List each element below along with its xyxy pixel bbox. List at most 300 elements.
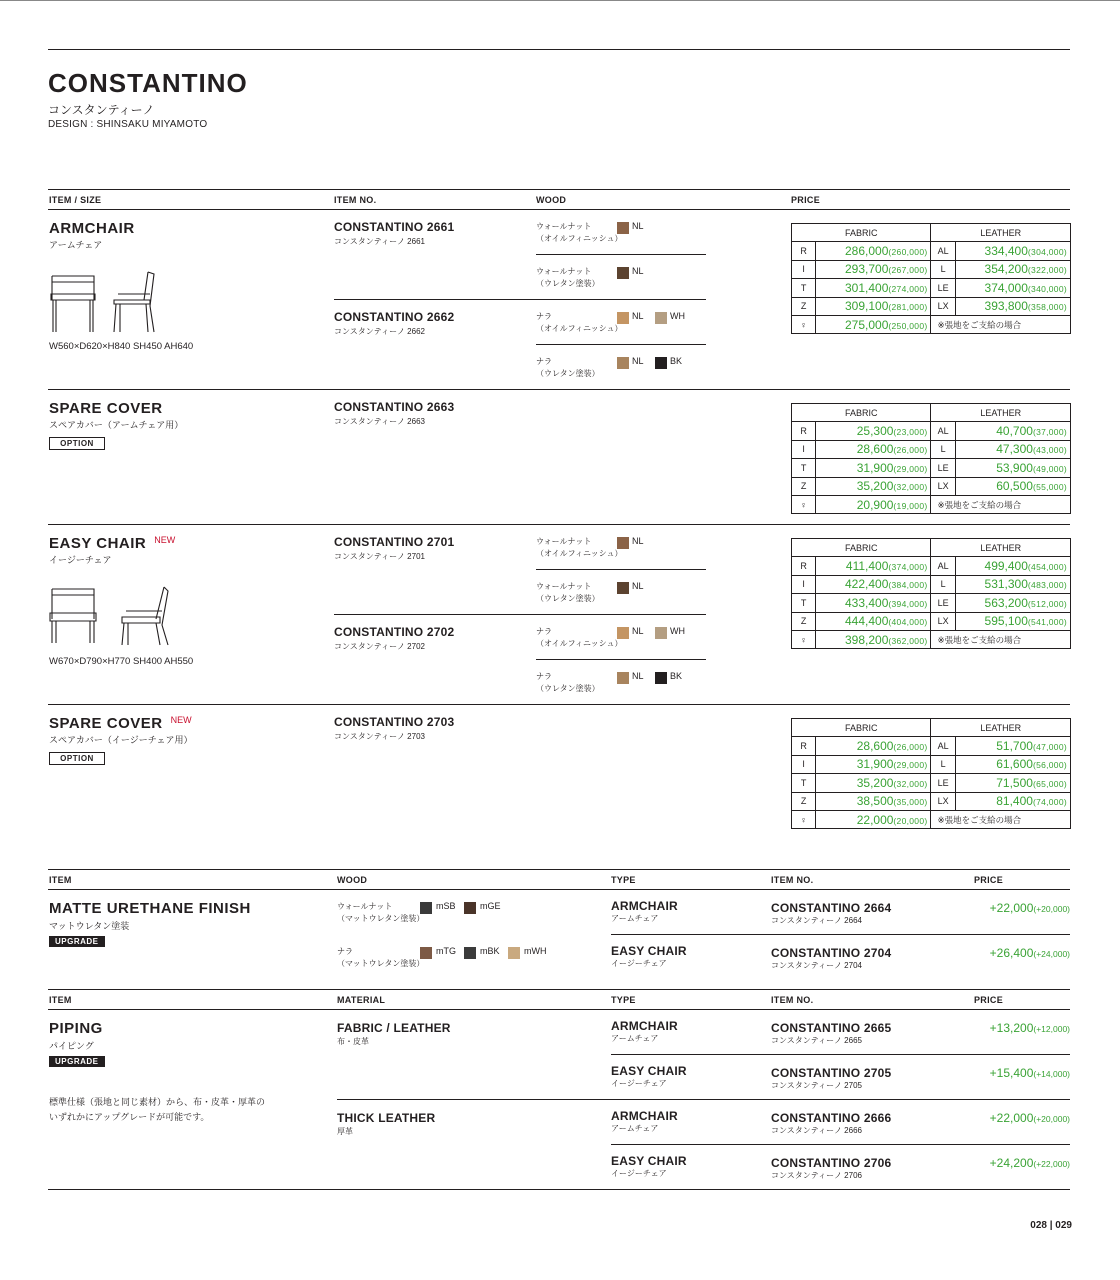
upgrade-price: [990, 1021, 1070, 1035]
leather-price: [955, 737, 1070, 755]
wood-swatch-label: NL: [632, 536, 644, 546]
page-title-jp: コンスタンティーノ: [48, 103, 155, 117]
price-row: [792, 612, 1071, 630]
material-name-jp: 布・皮革: [337, 1037, 369, 1046]
price-row: [792, 422, 1071, 440]
leather-grade: LX: [931, 477, 955, 495]
fabric-head: FABRIC: [792, 719, 931, 737]
option-badge: OPTION: [49, 437, 105, 450]
price-row: [792, 755, 1071, 773]
leather-grade: LE: [931, 279, 955, 297]
material-divider: [337, 1099, 611, 1100]
leather-price-value: 393,800: [984, 299, 1028, 314]
fabric-grade: Z: [792, 477, 816, 495]
leather-price-value: 374,000: [984, 280, 1028, 295]
chair-illustration: [48, 270, 98, 334]
upgrade-price-value: +24,200: [989, 1156, 1034, 1170]
item-number-jp: コンスタンティーノ 2701: [334, 552, 425, 561]
header-rule: [48, 49, 1070, 50]
price-row: [792, 315, 1071, 333]
leather-price-sub: (43,000): [1032, 445, 1067, 456]
type-name: ARMCHAIR: [611, 899, 678, 913]
item-number-jp: コンスタンティーノ 2665: [771, 1036, 862, 1045]
fabric-grade: R: [792, 557, 816, 575]
fabric-price-sub: (32,000): [893, 482, 928, 493]
wood-swatch: [617, 357, 629, 369]
wood-swatch-label: WH: [670, 311, 685, 321]
fabric-price: [816, 495, 931, 513]
fabric-price: [816, 737, 931, 755]
wood-name: [337, 946, 424, 970]
wood-swatch-label: BK: [670, 671, 683, 681]
col-head-item-no: ITEM NO.: [771, 995, 814, 1005]
fabric-price-value: 25,300: [856, 424, 894, 439]
upgrade-price: [990, 901, 1070, 915]
leather-head: LEATHER: [931, 224, 1071, 242]
wood-swatch: [464, 902, 476, 914]
price-row: [792, 242, 1071, 260]
fabric-price-sub: (281,000): [888, 302, 928, 313]
wood-swatch-label: NL: [632, 671, 644, 681]
upgrade-price-sub: (+22,000): [1033, 1159, 1070, 1169]
leather-grade: LX: [931, 792, 955, 810]
item-number-jp: コンスタンティーノ 2702: [334, 642, 425, 651]
section-divider: [48, 524, 1070, 525]
leather-grade: L: [931, 440, 955, 458]
wood-name-line: ウォールナット: [536, 222, 592, 231]
leather-price: [955, 792, 1070, 810]
col-head-price: PRICE: [791, 195, 821, 205]
price-row: [792, 575, 1071, 593]
product-images: [48, 585, 168, 655]
wood-swatch: [617, 267, 629, 279]
leather-price-sub: (49,000): [1032, 463, 1067, 474]
fabric-head: FABRIC: [792, 224, 931, 242]
leather-price-value: 47,300: [996, 442, 1033, 457]
price-table: [791, 718, 1071, 829]
price-row: [792, 459, 1071, 477]
fabric-price-sub: (260,000): [888, 247, 928, 258]
wood-swatch-label: mGE: [480, 901, 501, 911]
leather-grade: AL: [931, 737, 955, 755]
leather-price-value: 81,400: [996, 794, 1033, 809]
wood-divider: [536, 569, 706, 570]
item-number-jp: コンスタンティーノ 2705: [771, 1081, 862, 1090]
fabric-price-value: 22,000: [856, 812, 894, 827]
wood-swatch-label: mSB: [436, 901, 456, 911]
price-table-head: [792, 719, 1071, 737]
leather-grade: LE: [931, 594, 955, 612]
wood-swatch: [617, 582, 629, 594]
fabric-grade: T: [792, 459, 816, 477]
leather-price-value: 60,500: [996, 479, 1033, 494]
upgrade-price-sub: (+20,000): [1033, 904, 1070, 914]
leather-grade: AL: [931, 242, 955, 260]
upgrade-price-value: +22,000: [989, 1111, 1034, 1125]
upgrade-badge: UPGRADE: [49, 936, 105, 947]
leather-price: [955, 594, 1070, 612]
wood-swatch-label: WH: [670, 626, 685, 636]
leather-price-value: 334,400: [984, 244, 1028, 259]
fabric-head: FABRIC: [792, 539, 931, 557]
item-number: CONSTANTINO 2665: [771, 1021, 892, 1035]
row-divider: [611, 1099, 1070, 1100]
fabric-price: [816, 575, 931, 593]
fabric-price-value: 20,900: [856, 497, 894, 512]
leather-price: [955, 279, 1070, 297]
fabric-grade: Z: [792, 612, 816, 630]
leather-head: LEATHER: [931, 539, 1071, 557]
product-images: [48, 270, 168, 340]
type-name-jp: アームチェア: [611, 1124, 659, 1133]
col-head-price: PRICE: [974, 995, 1004, 1005]
wood-name-line: ウォールナット: [536, 537, 592, 546]
wood-name: [536, 266, 600, 290]
price-table: [791, 403, 1071, 514]
type-name: EASY CHAIR: [611, 1154, 687, 1168]
fabric-price-sub: (250,000): [888, 320, 928, 331]
fabric-grade: Z: [792, 792, 816, 810]
fabric-head: FABRIC: [792, 404, 931, 422]
fabric-price-value: 309,100: [845, 299, 889, 314]
row-divider: [611, 1144, 1070, 1145]
upgrade-price: [990, 1111, 1070, 1125]
fabric-price-sub: (35,000): [893, 797, 928, 808]
fabric-price-sub: (362,000): [888, 635, 928, 646]
item-number-jp: コンスタンティーノ 2703: [334, 732, 425, 741]
leather-price-value: 595,100: [984, 614, 1028, 629]
leather-price-sub: (47,000): [1032, 742, 1067, 753]
code-divider: [334, 614, 706, 615]
leather-price: [955, 612, 1070, 630]
designer-credit: DESIGN : SHINSAKU MIYAMOTO: [48, 119, 208, 130]
item-number: CONSTANTINO 2704: [771, 946, 892, 960]
col-head-type: TYPE: [611, 875, 636, 885]
leather-grade: LX: [931, 297, 955, 315]
fabric-price-value: 28,600: [856, 739, 894, 754]
leather-price: [955, 575, 1070, 593]
wood-name-line: ウォールナット: [536, 267, 592, 276]
product-title: [49, 535, 175, 552]
wood-finish-line: （オイルフィニッシュ）: [536, 549, 623, 558]
wood-name: [536, 311, 622, 335]
fabric-price: [816, 459, 931, 477]
fabric-price: [816, 612, 931, 630]
fabric-grade: R: [792, 242, 816, 260]
fabric-price: [816, 260, 931, 278]
price-row: [792, 495, 1071, 513]
fabric-price-sub: (394,000): [888, 598, 928, 609]
leather-price-sub: (304,000): [1027, 247, 1067, 258]
piping-title-jp: パイピング: [49, 1041, 94, 1051]
col-head-material: MATERIAL: [337, 995, 386, 1005]
material-name: THICK LEATHER: [337, 1111, 436, 1125]
price-row: [792, 792, 1071, 810]
leather-grade: L: [931, 755, 955, 773]
option-badge: OPTION: [49, 752, 105, 765]
col-head-item: ITEM: [49, 875, 72, 885]
supplied-fabric-note: ※張地をご支給の場合: [931, 810, 1071, 828]
wood-swatch-label: NL: [632, 581, 644, 591]
wood-name-line: ナラ: [337, 947, 353, 956]
fabric-grade: Z: [792, 297, 816, 315]
fabric-price-value: 31,900: [856, 460, 894, 475]
fabric-price-value: 398,200: [845, 632, 889, 647]
wood-divider: [536, 344, 706, 345]
upgrade-price: [990, 946, 1070, 960]
fabric-price: [816, 792, 931, 810]
piping-top-rule: [48, 989, 1070, 990]
item-number: CONSTANTINO 2662: [334, 310, 455, 324]
product-title-text: EASY CHAIR: [49, 535, 147, 552]
fabric-price: [816, 422, 931, 440]
fabric-price: [816, 557, 931, 575]
wood-name: [536, 671, 600, 695]
price-row: [792, 557, 1071, 575]
wood-name: [536, 536, 622, 560]
fabric-price: [816, 242, 931, 260]
upgrade-top-rule: [48, 869, 1070, 870]
fabric-price: [816, 297, 931, 315]
fabric-price-sub: (29,000): [893, 760, 928, 771]
matte-title: MATTE URETHANE FINISH: [49, 900, 251, 917]
wood-finish-line: （ウレタン塗装）: [536, 684, 600, 693]
leather-head: LEATHER: [931, 404, 1071, 422]
fabric-price-sub: (20,000): [893, 815, 928, 826]
supplied-fabric-note: ※張地をご支給の場合: [931, 630, 1071, 648]
wood-name-line: ウォールナット: [536, 582, 592, 591]
leather-grade: LE: [931, 459, 955, 477]
fabric-price-value: 35,200: [856, 775, 894, 790]
fabric-grade: ♀: [792, 315, 816, 333]
wood-name-line: ナラ: [536, 357, 552, 366]
upgrade-price-value: +22,000: [989, 901, 1034, 915]
fabric-price-sub: (23,000): [893, 427, 928, 438]
leather-price: [955, 774, 1070, 792]
wood-name-line: ナラ: [536, 312, 552, 321]
wood-finish-line: （オイルフィニッシュ）: [536, 324, 623, 333]
page-numbers: 028 | 029: [1030, 1220, 1072, 1231]
leather-price-sub: (454,000): [1027, 562, 1067, 573]
fabric-price-value: 35,200: [856, 479, 894, 494]
upgrade-price-sub: (+12,000): [1033, 1024, 1070, 1034]
upgrade-price: [990, 1156, 1070, 1170]
upgrade-price-sub: (+24,000): [1033, 949, 1070, 959]
item-number: CONSTANTINO 2664: [771, 901, 892, 915]
price-row: [792, 279, 1071, 297]
matte-title-jp: マットウレタン塗装: [49, 921, 130, 931]
fabric-price-value: 286,000: [845, 244, 889, 259]
wood-swatch-label: NL: [632, 356, 644, 366]
col-head-item-no: ITEM NO.: [334, 195, 377, 205]
product-title-jp: イージーチェア: [49, 555, 112, 565]
page-title: CONSTANTINO: [48, 68, 248, 98]
wood-finish-line: （オイルフィニッシュ）: [536, 234, 623, 243]
fabric-price-sub: (26,000): [893, 742, 928, 753]
price-table-head: [792, 404, 1071, 422]
product-title: [49, 400, 163, 417]
item-number-jp: コンスタンティーノ 2704: [771, 961, 862, 970]
wood-swatch-label: NL: [632, 626, 644, 636]
chair-illustration: [120, 585, 170, 649]
leather-grade: AL: [931, 557, 955, 575]
wood-swatch: [420, 902, 432, 914]
product-title: [49, 220, 135, 237]
leather-price-value: 71,500: [996, 775, 1033, 790]
item-number: CONSTANTINO 2701: [334, 535, 455, 549]
wood-name: [337, 901, 424, 925]
piping-note-line: いずれかにアップグレードが可能です。: [49, 1112, 210, 1122]
item-number-jp: コンスタンティーノ 2706: [771, 1171, 862, 1180]
wood-finish-line: （ウレタン塗装）: [536, 279, 600, 288]
item-number: CONSTANTINO 2666: [771, 1111, 892, 1125]
wood-name-line: ナラ: [536, 672, 552, 681]
col-head-price: PRICE: [974, 875, 1004, 885]
leather-price-sub: (483,000): [1027, 580, 1067, 591]
piping-note: [49, 1095, 265, 1125]
leather-price-value: 53,900: [996, 460, 1033, 475]
price-row: [792, 297, 1071, 315]
wood-swatch-label: mBK: [480, 946, 500, 956]
leather-head: LEATHER: [931, 719, 1071, 737]
piping-note-line: 標準仕様（張地と同じ素材）から、布・皮革・厚革の: [49, 1097, 266, 1107]
wood-finish-line: （マットウレタン塗装）: [337, 914, 425, 923]
upgrade-price-sub: (+14,000): [1033, 1069, 1070, 1079]
price-row: [792, 594, 1071, 612]
wood-swatch-label: mTG: [436, 946, 456, 956]
wood-swatch-label: BK: [670, 356, 683, 366]
wood-swatch-label: NL: [632, 221, 644, 231]
leather-grade: AL: [931, 422, 955, 440]
type-name: EASY CHAIR: [611, 1064, 687, 1078]
leather-price-sub: (65,000): [1032, 778, 1067, 789]
fabric-price: [816, 477, 931, 495]
wood-swatch: [617, 537, 629, 549]
leather-price-value: 531,300: [984, 577, 1028, 592]
wood-name: [536, 221, 622, 245]
item-number-jp: コンスタンティーノ 2662: [334, 327, 425, 336]
supplied-fabric-note: ※張地をご支給の場合: [931, 315, 1071, 333]
fabric-grade: ♀: [792, 495, 816, 513]
wood-swatch: [655, 312, 667, 324]
product-title-jp: スペアカバー（イージーチェア用）: [49, 735, 193, 745]
chair-illustration: [48, 585, 98, 649]
wood-swatch: [420, 947, 432, 959]
fabric-price-sub: (404,000): [888, 617, 928, 628]
wood-finish-line: （ウレタン塗装）: [536, 369, 600, 378]
wood-name: [536, 356, 600, 380]
col-head-item-size: ITEM / SIZE: [49, 195, 102, 205]
leather-price-sub: (56,000): [1032, 760, 1067, 771]
table-head-rule: [48, 209, 1070, 210]
product-title-jp: スペアカバー（アームチェア用）: [49, 420, 184, 430]
type-name-jp: イージーチェア: [611, 1079, 667, 1088]
wood-finish-line: （マットウレタン塗装）: [337, 959, 425, 968]
fabric-price: [816, 315, 931, 333]
type-name: ARMCHAIR: [611, 1109, 678, 1123]
item-number: CONSTANTINO 2661: [334, 220, 455, 234]
piping-head-rule: [48, 1009, 1070, 1010]
new-badge: NEW: [170, 715, 192, 725]
upgrade-price-value: +26,400: [989, 946, 1034, 960]
fabric-grade: T: [792, 594, 816, 612]
material-name-jp: 厚革: [337, 1127, 353, 1136]
col-head-type: TYPE: [611, 995, 636, 1005]
wood-swatch: [617, 312, 629, 324]
fabric-price-sub: (32,000): [893, 778, 928, 789]
type-name-jp: イージーチェア: [611, 1169, 667, 1178]
upgrade-head-rule: [48, 889, 1070, 890]
item-number: CONSTANTINO 2702: [334, 625, 455, 639]
fabric-price: [816, 774, 931, 792]
table-top-rule: [48, 189, 1070, 190]
item-number: CONSTANTINO 2705: [771, 1066, 892, 1080]
type-name: ARMCHAIR: [611, 1019, 678, 1033]
price-table-head: [792, 224, 1071, 242]
item-number: CONSTANTINO 2703: [334, 715, 455, 729]
upgrade-price: [990, 1066, 1070, 1080]
leather-price-sub: (322,000): [1027, 265, 1067, 276]
fabric-price-sub: (267,000): [888, 265, 928, 276]
fabric-price-sub: (26,000): [893, 445, 928, 456]
fabric-price: [816, 279, 931, 297]
section-divider: [48, 704, 1070, 705]
wood-finish-line: （オイルフィニッシュ）: [536, 639, 623, 648]
leather-price-sub: (512,000): [1027, 598, 1067, 609]
wood-swatch: [655, 357, 667, 369]
product-size: W670×D790×H770 SH400 AH550: [49, 656, 194, 667]
upgrade-price-sub: (+20,000): [1033, 1114, 1070, 1124]
leather-price: [955, 297, 1070, 315]
leather-price: [955, 260, 1070, 278]
fabric-price: [816, 810, 931, 828]
wood-swatch: [655, 627, 667, 639]
leather-price: [955, 242, 1070, 260]
wood-swatch-label: mWH: [524, 946, 547, 956]
fabric-grade: I: [792, 260, 816, 278]
row-divider: [611, 1054, 1070, 1055]
fabric-grade: R: [792, 737, 816, 755]
fabric-price-sub: (29,000): [893, 463, 928, 474]
item-number-jp: コンスタンティーノ 2663: [334, 417, 425, 426]
price-row: [792, 774, 1071, 792]
item-number-jp: コンスタンティーノ 2661: [334, 237, 425, 246]
price-row: [792, 477, 1071, 495]
fabric-grade: I: [792, 575, 816, 593]
wood-swatch: [617, 672, 629, 684]
leather-price-sub: (541,000): [1027, 617, 1067, 628]
wood-divider: [536, 659, 706, 660]
fabric-price-value: 411,400: [845, 559, 889, 574]
col-head-item: ITEM: [49, 995, 72, 1005]
leather-price-value: 51,700: [996, 739, 1033, 754]
fabric-price-value: 422,400: [845, 577, 889, 592]
fabric-grade: T: [792, 774, 816, 792]
price-row: [792, 440, 1071, 458]
row-divider: [611, 934, 1070, 935]
product-title-text: SPARE COVER: [49, 400, 163, 417]
fabric-price: [816, 630, 931, 648]
leather-price-value: 354,200: [984, 262, 1028, 277]
leather-price-value: 40,700: [996, 424, 1033, 439]
item-number-jp: コンスタンティーノ 2666: [771, 1126, 862, 1135]
leather-grade: LE: [931, 774, 955, 792]
leather-price-sub: (55,000): [1032, 482, 1067, 493]
fabric-price-value: 433,400: [845, 595, 889, 610]
leather-price: [955, 422, 1070, 440]
price-row: [792, 810, 1071, 828]
fabric-grade: I: [792, 440, 816, 458]
